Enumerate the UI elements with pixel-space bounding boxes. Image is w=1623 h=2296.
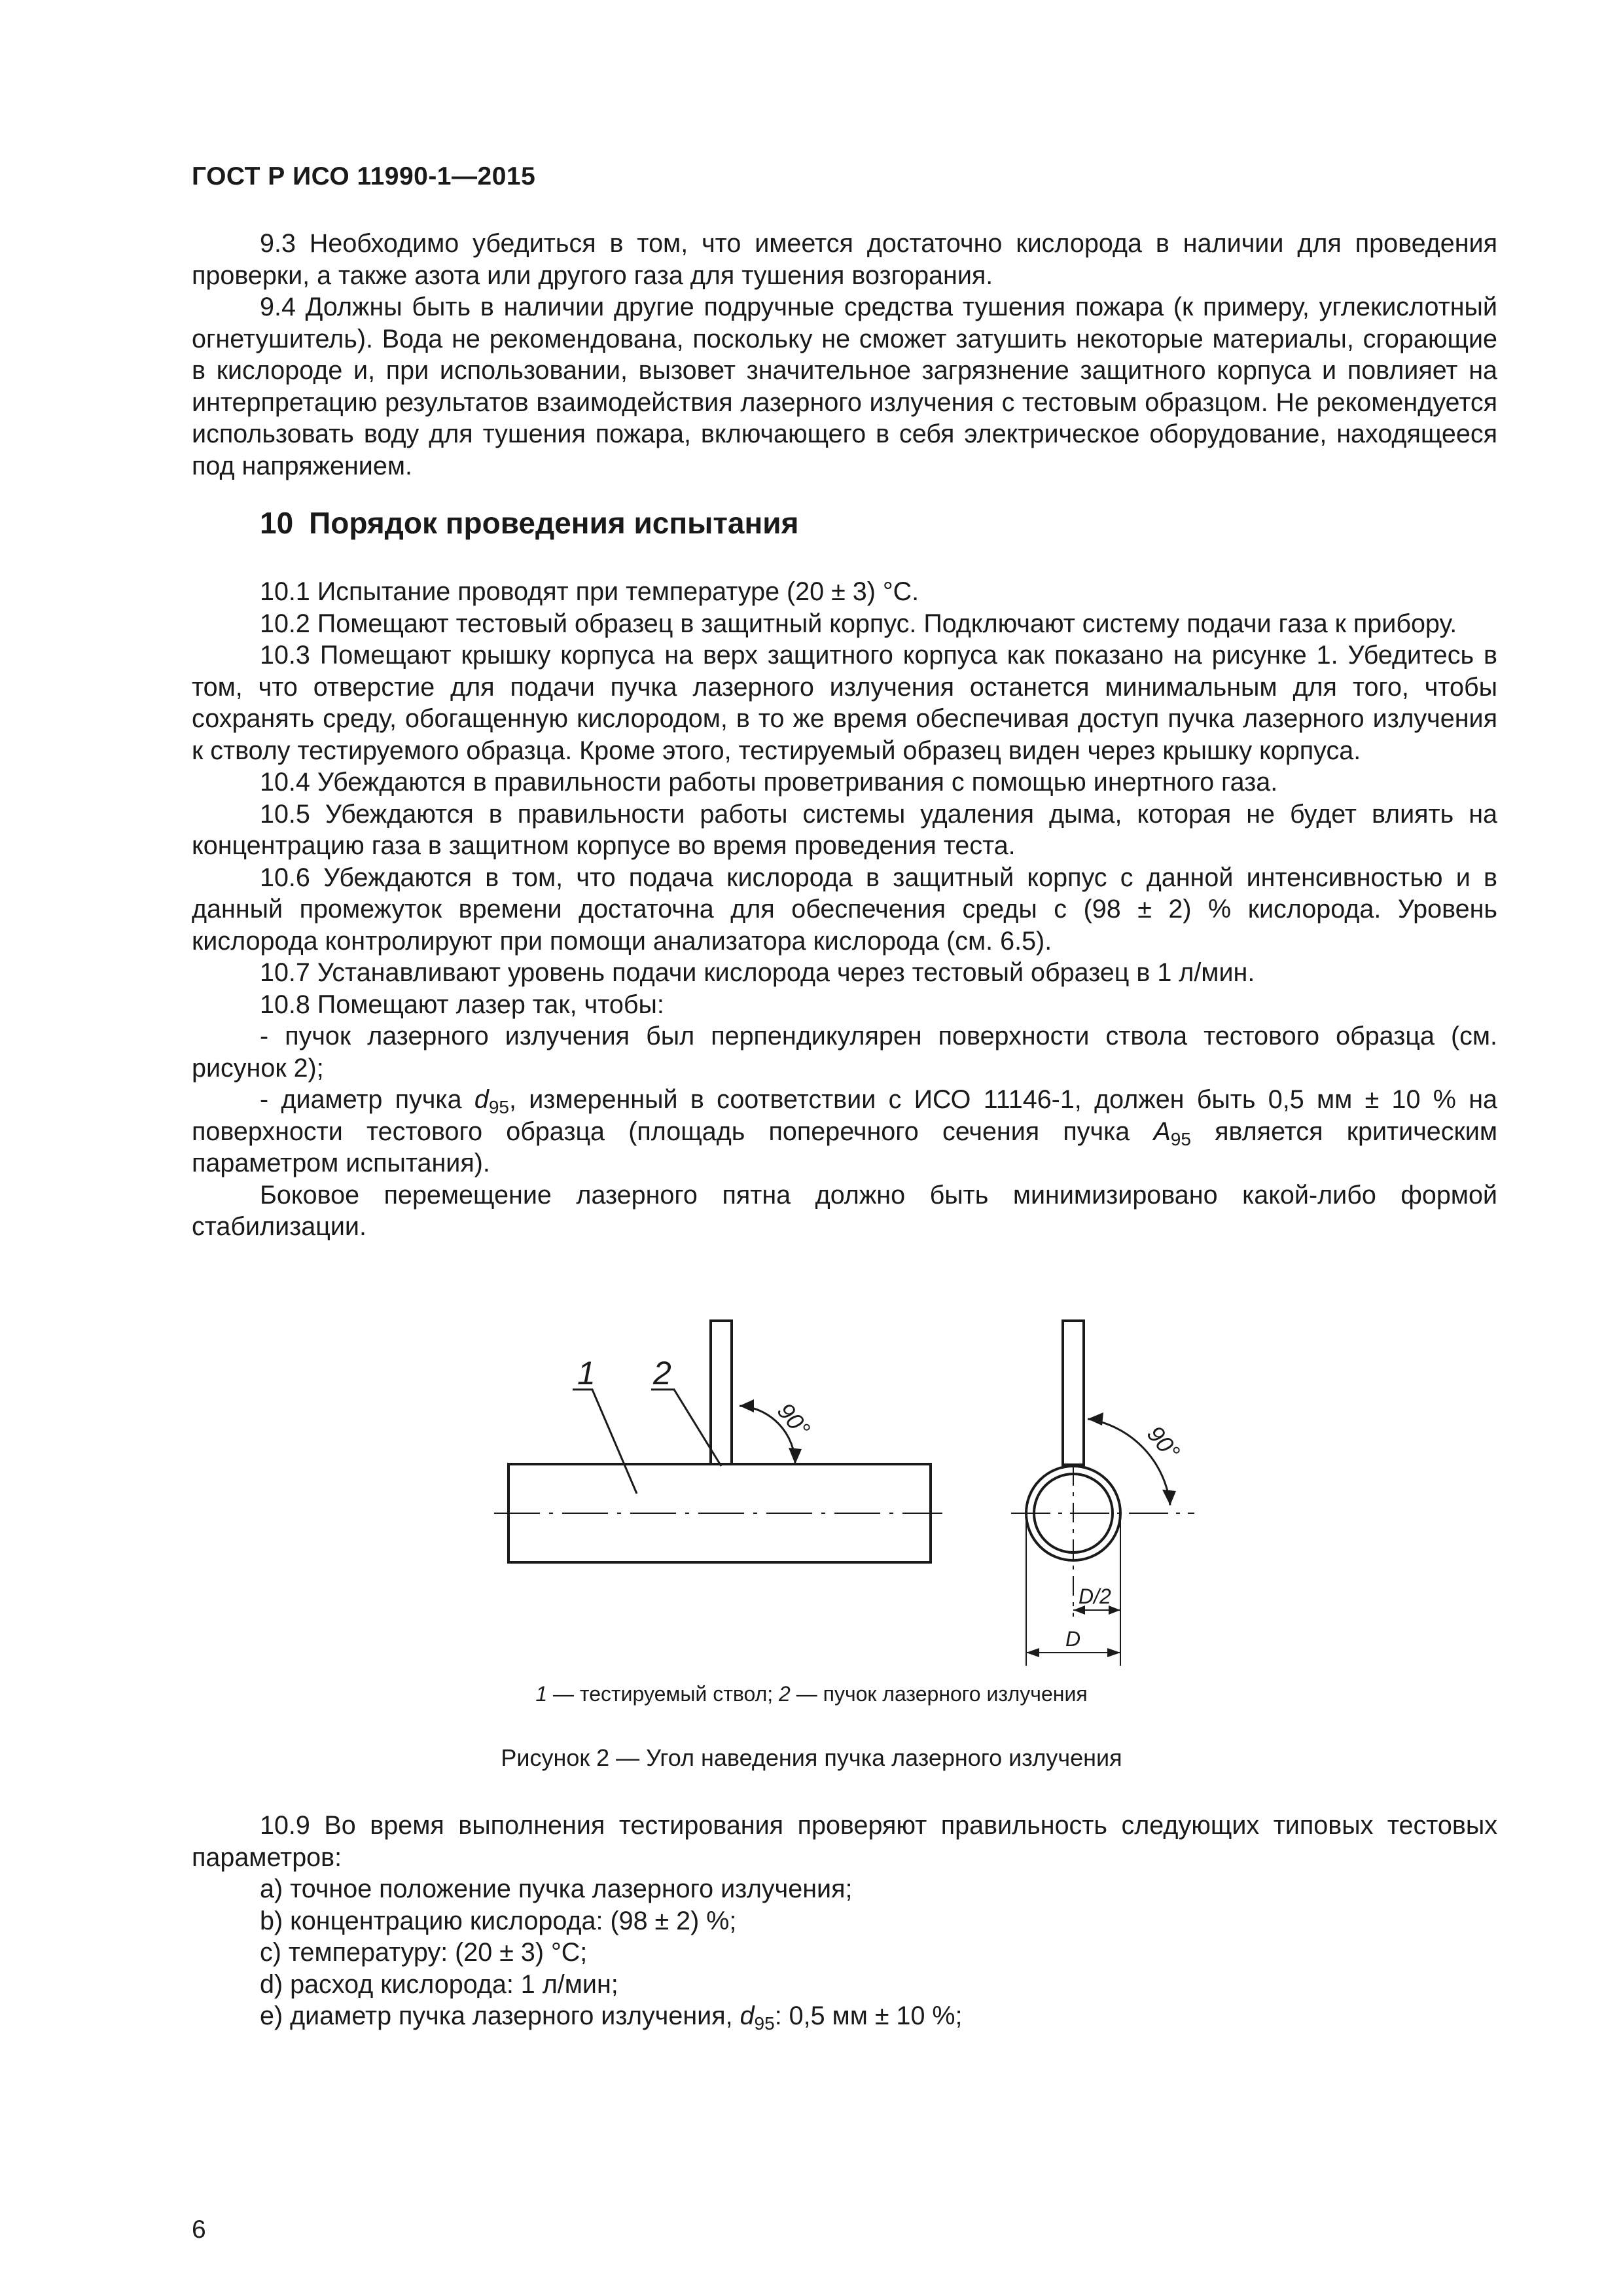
paragraph-9-3: 9.3 Необходимо убедиться в том, что имеется достаточно кислорода в наличии для проведения проверки, а также азота или другого газа для тушения возгорания. <box>192 229 1497 290</box>
paragraph-10-7: 10.7 Устанавливают уровень подачи кислорода через тестовый образец в 1 л/мин. <box>260 958 1255 987</box>
list-item-b: b) концентрацию кислорода: (98 ± 2) %; <box>260 1906 737 1935</box>
symbol-a: A <box>1153 1117 1171 1146</box>
arrowhead <box>1026 1648 1039 1657</box>
dimension-label-half: D/2 <box>1079 1585 1111 1608</box>
section-9-paragraphs <box>192 228 1497 482</box>
angle-label-right: 90° <box>1141 1420 1186 1465</box>
list-item-e <box>192 2000 1497 2032</box>
legend-text-2: — пучок лазерного излучения <box>790 1682 1088 1706</box>
legend-number-1: 1 <box>535 1682 548 1706</box>
list-item-a: a) точное положение пучка лазерного излучения; <box>260 1874 853 1903</box>
subscript-95: 95 <box>754 2013 775 2034</box>
text-run: - диаметр пучка <box>260 1085 474 1114</box>
arrowhead <box>740 1399 754 1412</box>
text-run: , измеренный в соответствии с ИСО 11146-1, должен быть 0,5 мм ± 10 % на поверхности тестового образца (площадь поперечного сечения пучка <box>192 1085 1497 1146</box>
figure-label-2: 2 <box>653 1355 671 1391</box>
paragraph-10-8: 10.8 Помещают лазер так, чтобы: <box>260 990 664 1019</box>
list-item-d: d) расход кислорода: 1 л/мин; <box>260 1969 618 1999</box>
paragraph-10-4: 10.4 Убеждаются в правильности работы проветривания с помощью инертного газа. <box>260 768 1278 797</box>
list-item-c: c) температуру: (20 ± 3) °C; <box>260 1938 588 1967</box>
text-run: является критическим параметром испытания). <box>192 1117 1497 1177</box>
text-run: e) диаметр пучка лазерного излучения, <box>260 2001 740 2030</box>
subscript-95: 95 <box>488 1097 509 1117</box>
arrowhead <box>1088 1412 1103 1426</box>
paragraph-10-2: 10.2 Помещают тестовый образец в защитный корпус. Подключают систему подачи газа к прибору. <box>260 609 1457 638</box>
laser-beam-side <box>711 1321 732 1464</box>
paragraph-lateral: Боковое перемещение лазерного пятна должно быть минимизировано какой-либо формой стабилизации. <box>192 1180 1497 1241</box>
leader-1 <box>573 1390 637 1494</box>
section-10-9 <box>192 1810 1497 2032</box>
paragraph-10-5: 10.5 Убеждаются в правильности работы системы удаления дыма, которая не будет влиять на концентрацию газа в защитном корпусе во время проведения теста. <box>192 799 1497 860</box>
document-header: ГОСТ Р ИСО 11990-1—2015 <box>192 162 536 190</box>
angle-label-left: 90° <box>772 1397 816 1443</box>
section-10-paragraphs <box>192 576 1497 1243</box>
figure-legend <box>0 1682 1623 1706</box>
symbol-d: d <box>474 1085 489 1114</box>
page-number: 6 <box>192 2215 206 2244</box>
laser-beam-end <box>1063 1321 1084 1465</box>
paragraph-10-8-dash-1: - пучок лазерного излучения был перпендикулярен поверхности ствола тестового образца (см. рисунок 2); <box>192 1022 1497 1083</box>
arrowhead <box>789 1448 802 1464</box>
arrowhead <box>1107 1648 1120 1657</box>
paragraph-10-6: 10.6 Убеждаются в том, что подача кислорода в защитный корпус с данной интенсивностью и в данный промежуток времени достаточна для обеспечения среды с (98 ± 2) % кислорода. Уровень кислорода контролируют при помощи анализатора кислорода (см. 6.5). <box>192 863 1497 956</box>
section-number: 10 <box>260 506 294 540</box>
dimension-label-full: D <box>1065 1627 1081 1651</box>
paragraph-10-1: 10.1 Испытание проводят при температуре (20 ± 3) °C. <box>260 577 919 606</box>
paragraph-10-3: 10.3 Помещают крышку корпуса на верх защитного корпуса как показано на рисунке 1. Убедитесь в том, что отверстие для подачи пучка лазерного излучения останется минимальным для того, чтобы сохранять среду, обогащенную кислородом, в то же время обеспечивая доступ пучка лазерного излучения к стволу тестируемого образца. Кроме этого, тестируемый образец виден через крышку корпуса. <box>192 641 1497 765</box>
subscript-95: 95 <box>1170 1128 1191 1149</box>
paragraph-10-8-dash-2 <box>192 1084 1497 1179</box>
figure-label-1: 1 <box>577 1355 596 1391</box>
text-run: : 0,5 мм ± 10 %; <box>774 2001 963 2030</box>
figure-caption: Рисунок 2 — Угол наведения пучка лазерного излучения <box>501 1744 1122 1771</box>
paragraph-9-4: 9.4 Должны быть в наличии другие подручные средства тушения пожара (к примеру, углекислотный огнетушитель). Вода не рекомендована, поскольку не сможет затушить некоторые материалы, сгорающие в кислороде и, при использовании, вызовет значительное загрязнение защитного корпуса и повлияет на интерпретацию результатов взаимодействия лазерного излучения с тестовым образцом. Не рекомендуется использовать воду для тушения пожара, включающего в себя электрическое оборудование, находящееся под напряжением. <box>192 293 1497 480</box>
arrowhead <box>1162 1490 1176 1505</box>
legend-text-1: — тестируемый ствол; <box>547 1682 779 1706</box>
section-title-text: Порядок проведения испытания <box>309 506 799 540</box>
figure-2-diagram <box>458 1302 1243 1695</box>
symbol-d: d <box>740 2001 755 2030</box>
paragraph-10-9: 10.9 Во время выполнения тестирования проверяют правильность следующих типовых тестовых параметров: <box>192 1811 1497 1872</box>
section-heading <box>260 505 798 541</box>
legend-number-2: 2 <box>779 1682 791 1706</box>
